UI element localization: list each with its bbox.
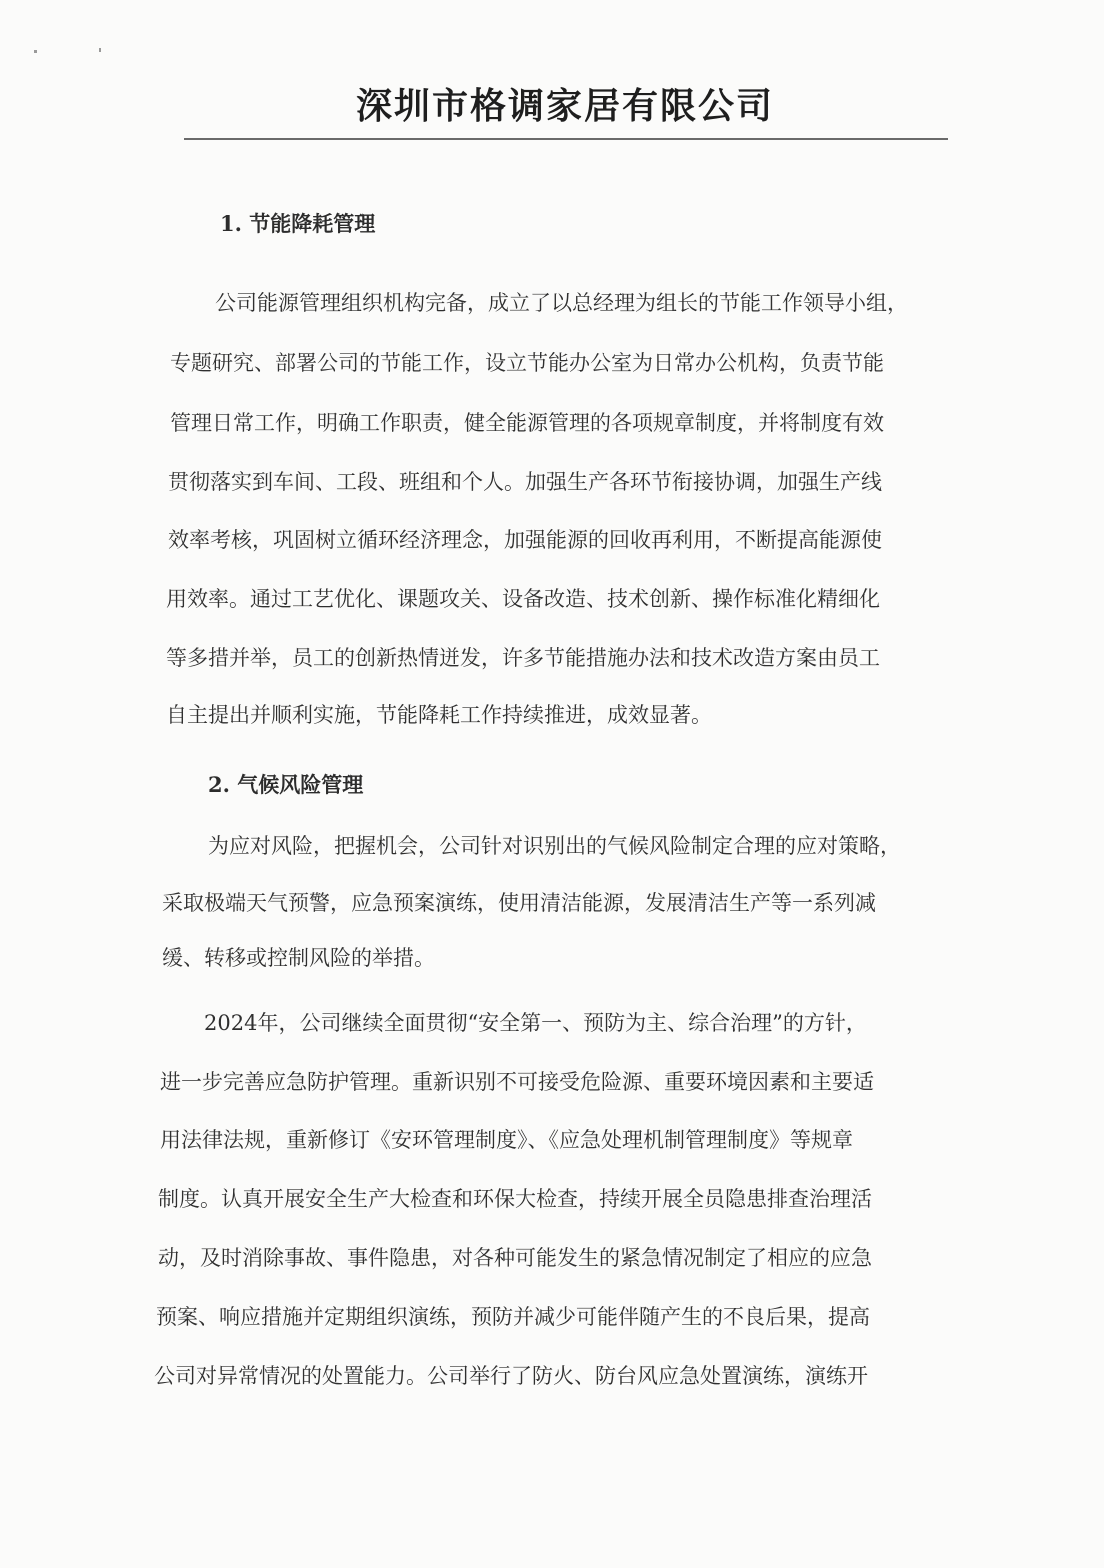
paragraph-line: 缓、转移或控制风险的举措。 — [162, 946, 435, 970]
paragraph-line: 进一步完善应急防护管理。重新识别不可接受危险源、重要环境因素和主要适 — [160, 1070, 874, 1094]
section-heading-energy-saving: 1. 节能降耗管理 — [220, 211, 376, 236]
paragraph-line: 专题研究、部署公司的节能工作，设立节能办公室为日常办公机构，负责节能 — [170, 351, 884, 375]
paragraph-line: 采取极端天气预警，应急预案演练，使用清洁能源，发展清洁生产等一系列减 — [162, 891, 876, 915]
paragraph-line: 制度。认真开展安全生产大检查和环保大检查，持续开展全员隐患排查治理活 — [158, 1187, 872, 1211]
section-heading-climate-risk: 2. 气候风险管理 — [208, 772, 364, 797]
header-divider — [184, 138, 948, 140]
paragraph-line: 2024年，公司继续全面贯彻“安全第一、预防为主、综合治理”的方针， — [204, 1011, 867, 1035]
paragraph-line: 预案、响应措施并定期组织演练，预防并减少可能伴随产生的不良后果，提高 — [156, 1305, 870, 1329]
paragraph-line: 等多措并举，员工的创新热情迸发，许多节能措施办法和技术改造方案由员工 — [166, 646, 880, 670]
paragraph-line: 动，及时消除事故、事件隐患，对各种可能发生的紧急情况制定了相应的应急 — [158, 1246, 872, 1270]
paragraph-line: 管理日常工作，明确工作职责，健全能源管理的各项规章制度，并将制度有效 — [170, 411, 884, 435]
scan-speck — [34, 50, 37, 53]
paragraph-line: 公司能源管理组织机构完备，成立了以总经理为组长的节能工作领导小组， — [215, 291, 908, 315]
paragraph-line: 效率考核，巩固树立循环经济理念，加强能源的回收再利用，不断提高能源使 — [168, 528, 882, 552]
scan-speck — [99, 48, 101, 52]
company-name-header: 深圳市格调家居有限公司 — [355, 85, 774, 127]
paragraph-line: 为应对风险，把握机会，公司针对识别出的气候风险制定合理的应对策略， — [208, 834, 901, 858]
paragraph-line: 用法律法规，重新修订《安环管理制度》、《应急处理机制管理制度》等规章 — [160, 1128, 853, 1152]
paragraph-line: 公司对异常情况的处置能力。公司举行了防火、防台风应急处置演练，演练开 — [154, 1364, 868, 1388]
paragraph-line: 贯彻落实到车间、工段、班组和个人。加强生产各环节衔接协调，加强生产线 — [168, 470, 882, 494]
paragraph-line: 用效率。通过工艺优化、课题攻关、设备改造、技术创新、操作标准化精细化 — [166, 587, 880, 611]
paragraph-line: 自主提出并顺利实施，节能降耗工作持续推进，成效显著。 — [166, 703, 712, 727]
